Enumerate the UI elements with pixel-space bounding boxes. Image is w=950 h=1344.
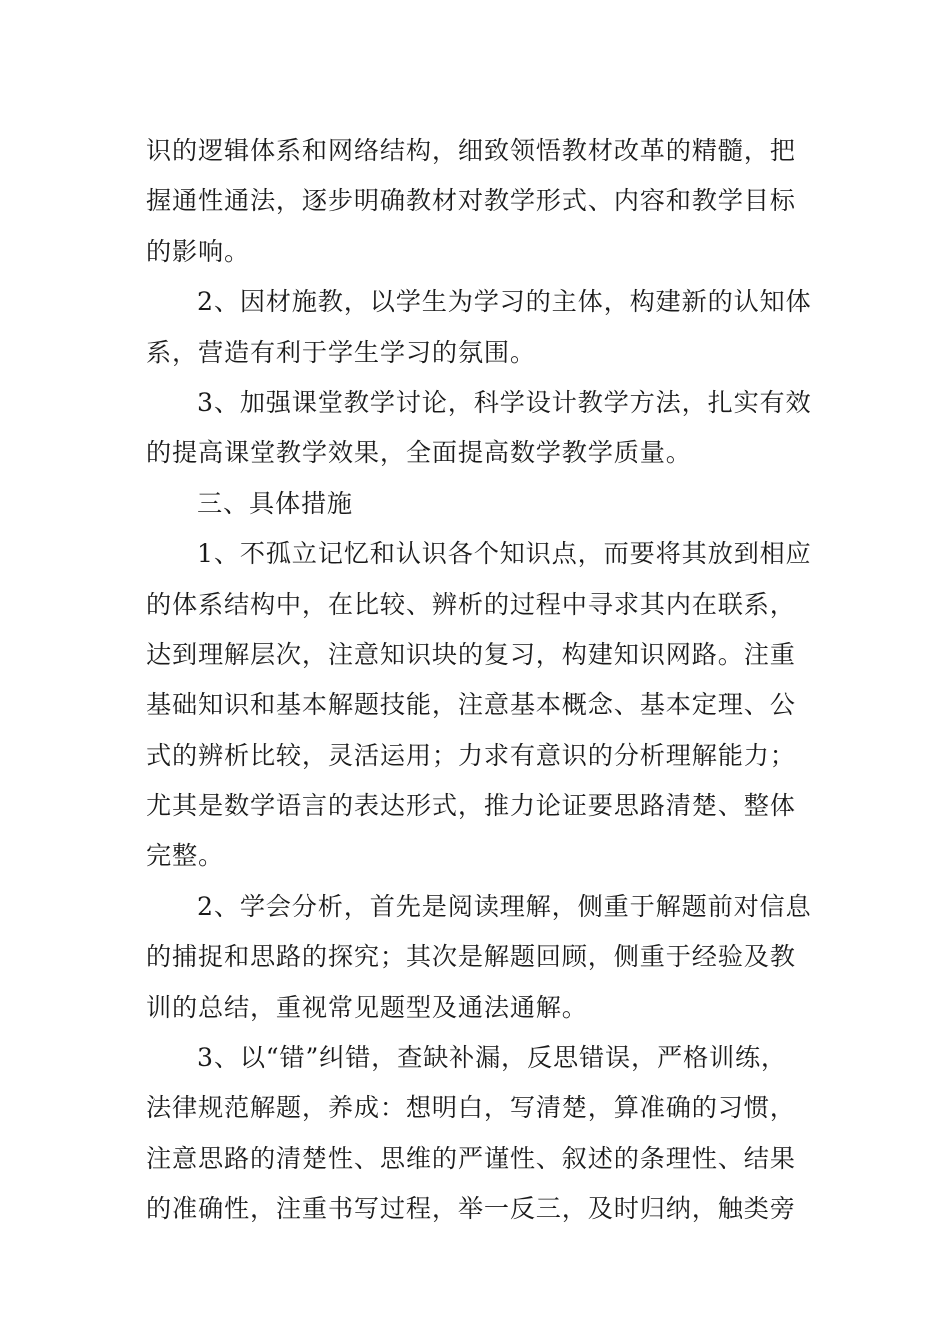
text-line: 的捕捉和思路的探究；其次是解题回顾，侧重于经验及教 (146, 942, 796, 972)
text-line: 式的辨析比较，灵活运用；力求有意识的分析理解能力； (146, 740, 796, 770)
text-line: 1、不孤立记忆和认识各个知识点，而要将其放到相应 (197, 539, 812, 569)
text-line: 尤其是数学语言的表达形式，推力论证要思路清楚、整体 (146, 791, 796, 821)
paragraph-measure-2 (146, 882, 812, 1033)
text-line: 完整。 (146, 841, 224, 871)
text-line: 2、因材施教，以学生为学习的主体，构建新的认知体 (197, 287, 812, 317)
section-heading (146, 479, 806, 529)
document-page (146, 126, 812, 1235)
text-line: 基础知识和基本解题技能，注意基本概念、基本定理、公 (146, 690, 796, 720)
text-line: 的影响。 (146, 236, 250, 266)
paragraph-goal-2 (146, 277, 812, 378)
text-line: 识的逻辑体系和网络结构，细致领悟教材改革的精髓，把 (146, 136, 796, 165)
paragraph-measure-3 (146, 1033, 806, 1235)
text-line: 的体系结构中，在比较、辨析的过程中寻求其内在联系， (146, 589, 796, 619)
text-line: 的提高课堂教学效果，全面提高数学教学质量。 (146, 438, 692, 468)
text-line: 法律规范解题，养成：想明白，写清楚，算准确的习惯， (146, 1093, 796, 1123)
text-line: 握通性通法，逐步明确教材对教学形式、内容和教学目标 (146, 186, 796, 216)
text-line: 3、以“错”纠错，查缺补漏，反思错误，严格训练， (197, 1043, 787, 1073)
heading-text: 三、具体措施 (197, 488, 353, 518)
paragraph-goal-3 (146, 378, 812, 479)
text-line: 达到理解层次，注意知识块的复习，构建知识网路。注重 (146, 639, 796, 669)
text-line: 2、学会分析，首先是阅读理解，侧重于解题前对信息 (197, 891, 812, 921)
text-line: 系，营造有利于学生学习的氛围。 (146, 337, 536, 367)
text-line: 3、加强课堂教学讨论，科学设计教学方法，扎实有效 (197, 387, 812, 417)
paragraph-continuation (146, 126, 806, 277)
text-line: 训的总结，重视常见题型及通法通解。 (146, 992, 588, 1022)
paragraph-measure-1 (146, 529, 812, 882)
text-line: 的准确性，注重书写过程，举一反三，及时归纳，触类旁 (146, 1194, 796, 1224)
text-line: 注意思路的清楚性、思维的严谨性、叙述的条理性、结果 (146, 1143, 796, 1173)
